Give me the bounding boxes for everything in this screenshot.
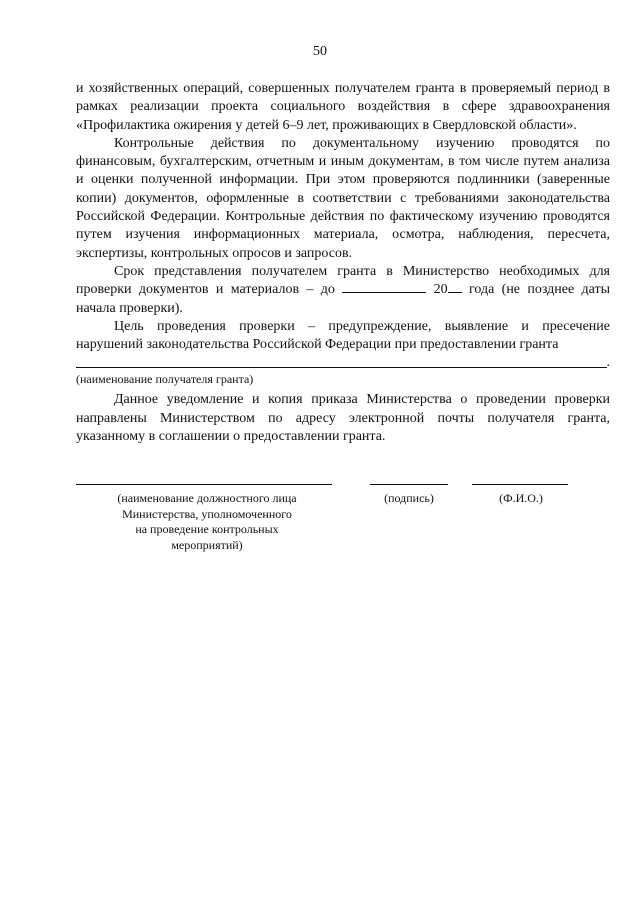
deadline-text: Срок представления получателем гранта в Министерство необходимых для проверки документов и материалов – до: [76, 263, 610, 298]
grant-recipient-caption: (наименование получателя гранта): [76, 372, 254, 387]
official-caption: [92, 491, 322, 553]
official-caption-line-2: Министерства, уполномоченного: [122, 506, 292, 521]
paragraph-operations: и хозяйственных операций, совершенных получателем гранта в проверяемый период в рамках реализации проекта социального воздействия в сфере здравоохранения «Профилактика ожирения у детей 6–9 лет, проживающих в Свердловской области».: [76, 81, 610, 133]
official-signature-line: [76, 484, 332, 485]
paragraph-notification: Данное уведомление и копия приказа Министерства о проведении проверки направлены Министерством по адресу электронной почты получателя гранта, указанному в соглашении о предоставлении гранта.: [76, 392, 610, 445]
paragraph-control-actions: Контрольные действия по документальному изучению проводятся по финансовым, бухгалтерским, отчетным и иным документам, в том числе путем анализа и оценки полученной информации. При этом проверяются подлинники (заверенные копии) документов, оформленные в соответствии с требованиями законодательства Российской Федерации. Контрольные действия по фактическому изучению проводятся путем изучения информационных материала, осмотра, наблюдения, пересчета, экспертизы, контрольных опросов и запросов.: [76, 135, 610, 261]
year-blank: [448, 281, 462, 293]
page-number: 50: [313, 44, 327, 59]
grant-recipient-line: [76, 354, 610, 372]
signature-line: [370, 484, 448, 485]
deadline-text-end: года (не позднее даты начала проверки).: [76, 282, 611, 316]
fill-line-end: .: [606, 355, 610, 371]
official-caption-line-1: (наименование должностного лица: [117, 491, 297, 505]
official-caption-line-3: на проведение контрольных: [135, 522, 279, 536]
document-body: [76, 80, 610, 446]
paragraph-deadline: [76, 263, 610, 318]
fill-line: [76, 367, 607, 368]
paragraph-purpose: Цель проведения проверки – предупреждение, выявление и пресечение нарушений законодательства Российской Федерации при предоставлении гранта: [76, 318, 610, 353]
signature-caption: (подпись): [384, 491, 434, 505]
name-line: [472, 484, 568, 485]
year-prefix: 20: [433, 282, 448, 298]
date-blank: [342, 281, 426, 293]
official-caption-line-4: мероприятий): [171, 537, 243, 552]
name-caption: (Ф.И.О.): [499, 491, 543, 505]
